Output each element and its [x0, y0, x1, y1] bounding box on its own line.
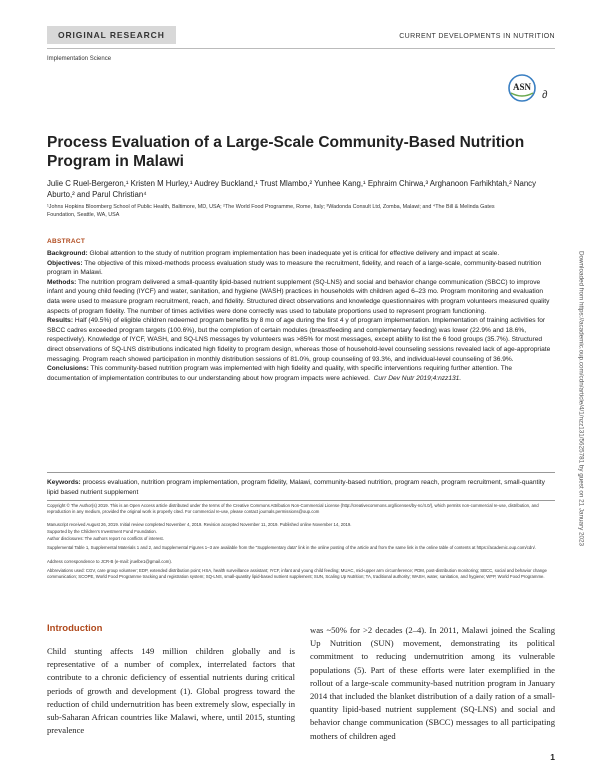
- section-label: Implementation Science: [47, 56, 112, 62]
- abstract-conclusions: Conclusions: This community-based nutrition program was implemented with high fidelity and quality, with specific interventions requiring further attention. The documentation of implementation contributes to our understanding about how program impacts were achieved. Curr Dev Nutr 2019;4:nzz131.: [47, 365, 513, 382]
- download-sidebar-text: Downloaded from https://academic.oup.com/cdn/article/4/1/nzz131/5625781 by guest on 21 January 2023: [577, 250, 585, 547]
- abstract-objectives: Objectives: The objective of this mixed-methods process evaluation study was to measure the recruitment, fidelity, and reach of a large-scale, community-based nutrition program in Malawi.: [47, 259, 542, 277]
- author-list: Julie C Ruel-Bergeron,¹ Kristen M Hurley,¹ Audrey Buckland,¹ Trust Mlambo,² Yunhee Kang,¹ Ephraim Chirwa,³ Arghanoon Farhikhtah,² Nancy Aburto,² and Parul Christian⁴: [47, 179, 536, 199]
- keywords-divider: [47, 472, 555, 473]
- abstract-results: Results: Half (49.5%) of eligible children redeemed program benefits by 8 mo of age during the first 4 y of program implementation. Implementation of training activities for SBCC cadres exceeded program targets (100.6%), but the completion of certain modules (breastfeeding and complementary feeding) was lower (22.9% and 18.6%, respectively). Knowledge of IYCF, WASH, and SQ-LNS messages by volunteers was >85% for most messages, except ability to list the 6 food groups (35.7%). Structured direct observations of SQ-LNS distributions indicated high fidelity to program design, whereas those of household-level counseling sessions revealed lack of age-appropriate messaging. Program reach showed participation in monthly distribution sessions of 81.0%, group counseling of 93.3%, and individual-level counseling of 36.9%.: [47, 317, 551, 363]
- asn-logo-text: ASN: [512, 82, 532, 92]
- article-title: Process Evaluation of a Large-Scale Community-Based Nutrition Program in Malawi: [47, 134, 525, 170]
- support-note: Supported by the Children's Investment Fund Foundation.: [47, 529, 157, 534]
- abstract-methods: Methods: The nutrition program delivered a small-quantity lipid-based nutrient supplement (SQ-LNS) and social and behavior change communication (SBCC) to improve infant and young child feeding (IYCF) and water, sanitation, and hygiene (WASH) practices in households with children aged 6–23 mo. Program monitoring and evaluation data were used to measure program recruitment, reach, and fidelity. Structured direct observations and knowledge questionnaires with program volunteers measured quality aspects of program fidelity. The number of times activities were done correctly was used to tabulate proportions used to represent program functioning.: [47, 278, 550, 315]
- intro-column-1: Child stunting affects 149 million children globally and is representative of a number of complex, interrelated factors that contribute to a chronic deficiency of essential nutrients during critical periods of growth and development (1). Global progress toward the reduction of child undernutrition has been extremely slow, especially in sub-Saharan African countries like Malawi, where, until 2015, stunting prevalence: [47, 646, 295, 736]
- copyright-note: Copyright © The Author(s) 2019. This is an Open Access article distributed under the terms of the Creative Commons Attribution Non-Commercial License (http://creativecommons.org/licenses/by-nc/4.0/), which permits non-commercial re-use, distribution, and reproduction in any medium, provided the original work is properly cited. For commercial re-use, please contact journals.permissions@oup.com: [47, 503, 539, 514]
- abstract-heading: ABSTRACT: [47, 238, 86, 245]
- asn-logo: [507, 73, 537, 103]
- intro-heading: Introduction: [47, 623, 103, 634]
- footnotes-divider: [47, 500, 555, 501]
- article-type-badge: ORIGINAL RESEARCH: [47, 26, 176, 44]
- affiliations: ¹Johns Hopkins Bloomberg School of Public Health, Baltimore, MD, USA; ²The World Food Programme, Rome, Italy; ³Wadonda Consult Ltd, Zomba, Malawi; and ⁴The Bill & Melinda Gates Foundation, Seattle, WA, USA: [47, 204, 495, 218]
- abstract: [47, 238, 555, 383]
- header-divider: [47, 48, 555, 49]
- abstract-background: Background: Global attention to the study of nutrition program implementation has been inadequate yet is critical for effective delivery and impact at scale.: [47, 250, 500, 257]
- received-note: Manuscript received August 26, 2019. Initial review completed November 4, 2019. Revision accepted November 11, 2019. Published online November 14, 2019.: [47, 522, 352, 527]
- download-sidebar: [576, 190, 586, 610]
- keywords: Keywords: process evaluation, nutrition program implementation, program fidelity, Malawi, community-based nutrition, program reach, program recruitment, small-quantity lipid based nutrient supplement: [47, 479, 545, 496]
- intro-column-2: was ~50% for >2 decades (2–4). In 2011, Malawi joined the Scaling Up Nutrition (SUN) movement, demonstrating its political commitment to reducing undernutrition among its vulnerable populations (5). Part of these efforts were later exemplified in the rollout of a large-scale community-based nutrition program in January 2014 that included the blanket distribution of a daily ration of a small-quantity lipid-based nutrient supplement (SQ-LNS) and social and behavior change communication (SBCC) messages to all participating mothers of children aged: [310, 625, 555, 741]
- journal-name: CURRENT DEVELOPMENTS IN NUTRITION: [399, 33, 555, 40]
- citation: Curr Dev Nutr 2019;4:nzz131.: [373, 374, 462, 382]
- abbreviations-note: Abbreviations used: CGV, care group volunteer; EDP, extended distribution point; HSA, health surveillance assistant; IYCF, infant and young child feeding; MUAC, mid-upper arm circumference; PDM, post-distribution monitoring; SBCC, social and behavior change communication; SCOPE, World Food Programme tracking and registration system; SQ-LNS, small-quantity lipid-based nutrient supplement; SUN, Scaling Up Nutrition; TA, traditional authority; WASH, water, sanitation, and hygiene; WFP, World Food Programme.: [47, 568, 547, 579]
- open-access-icon: ∂: [542, 89, 548, 101]
- correspondence-note: Address correspondence to JCR-B (e-mail: jruelbe1@gmail.com).: [47, 559, 172, 564]
- supplemental-note: Supplemental Table 1, Supplemental Materials 1 and 2, and Supplemental Figures 1–3 are available from the "Supplementary data" link in the online posting of the article and from the same link in the online table of contents at https://academic.oup.com/cdn/.: [47, 545, 537, 550]
- page-number: 1: [550, 752, 555, 762]
- disclosures-note: Author disclosures: The authors report no conflicts of interest.: [47, 536, 164, 541]
